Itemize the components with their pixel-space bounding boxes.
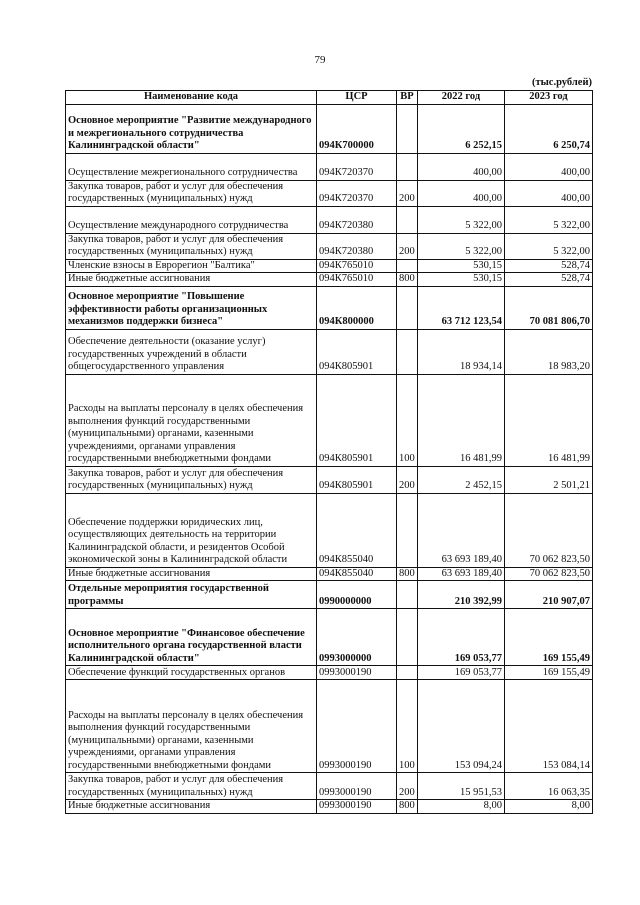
cell-csr: 0993000190 — [317, 773, 397, 800]
cell-csr: 0993000190 — [317, 666, 397, 680]
cell-csr: 094К765010 — [317, 259, 397, 273]
cell-vr: 800 — [397, 567, 418, 581]
cell-2022: 153 094,24 — [418, 680, 505, 773]
cell-vr — [397, 609, 418, 666]
cell-name: Закупка товаров, работ и услуг для обеспечения государственных (муниципальных) нужд — [66, 180, 317, 206]
cell-name: Обеспечение поддержки юридических лиц, осуществляющих деятельность на территории Калининградской области, и резидентов Особой экономической зоны в Калининградской области — [66, 493, 317, 567]
cell-name: Обеспечение функций государственных органов — [66, 666, 317, 680]
cell-name: Основное мероприятие "Развитие международного и межрегионального сотрудничества Калининградской области" — [66, 104, 317, 153]
cell-csr: 0993000190 — [317, 800, 397, 814]
cell-csr: 094К805901 — [317, 374, 397, 466]
cell-name: Закупка товаров, работ и услуг для обеспечения государственных (муниципальных) нужд — [66, 233, 317, 259]
cell-csr: 094К855040 — [317, 493, 397, 567]
cell-2022: 5 322,00 — [418, 206, 505, 233]
cell-2023: 6 250,74 — [505, 104, 593, 153]
cell-2023: 70 081 806,70 — [505, 286, 593, 329]
header-name: Наименование кода — [66, 91, 317, 105]
cell-2022: 2 452,15 — [418, 466, 505, 493]
cell-csr: 094К805901 — [317, 329, 397, 374]
cell-2023: 16 481,99 — [505, 374, 593, 466]
header-csr: ЦСР — [317, 91, 397, 105]
cell-2022: 63 693 189,40 — [418, 493, 505, 567]
cell-vr: 800 — [397, 273, 418, 287]
cell-2023: 169 155,49 — [505, 666, 593, 680]
cell-2023: 5 322,00 — [505, 233, 593, 259]
cell-vr: 200 — [397, 773, 418, 800]
cell-2023: 169 155,49 — [505, 609, 593, 666]
cell-vr — [397, 581, 418, 609]
cell-vr — [397, 259, 418, 273]
table-row — [66, 466, 593, 493]
units-label: (тыс.рублей) — [531, 77, 592, 88]
cell-name: Иные бюджетные ассигнования — [66, 800, 317, 814]
cell-name: Обеспечение деятельности (оказание услуг) государственных учреждений в области общегосударственного управления — [66, 329, 317, 374]
cell-2023: 153 084,14 — [505, 680, 593, 773]
cell-2023: 5 322,00 — [505, 206, 593, 233]
table-row — [66, 273, 593, 287]
cell-vr — [397, 286, 418, 329]
cell-csr: 0990000000 — [317, 581, 397, 609]
table-row — [66, 374, 593, 466]
cell-name: Расходы на выплаты персоналу в целях обеспечения выполнения функций государственными (муниципальными) органами, казенными учреждениями, органами управления государственными внебюджетными фондами — [66, 680, 317, 773]
cell-csr: 094К765010 — [317, 273, 397, 287]
cell-name: Закупка товаров, работ и услуг для обеспечения государственных (муниципальных) нужд — [66, 773, 317, 800]
cell-2022: 6 252,15 — [418, 104, 505, 153]
table-row — [66, 286, 593, 329]
table-body — [66, 104, 593, 813]
table-header-row — [66, 91, 593, 105]
cell-name: Основное мероприятие "Повышение эффективности работы организационных механизмов поддержки бизнеса" — [66, 286, 317, 329]
table-row — [66, 180, 593, 206]
cell-vr: 100 — [397, 374, 418, 466]
cell-2022: 5 322,00 — [418, 233, 505, 259]
cell-2023: 70 062 823,50 — [505, 493, 593, 567]
cell-csr: 0993000190 — [317, 680, 397, 773]
cell-vr: 100 — [397, 680, 418, 773]
cell-vr — [397, 104, 418, 153]
cell-vr — [397, 666, 418, 680]
table-row — [66, 581, 593, 609]
page-number: 79 — [314, 54, 326, 66]
header-2022: 2022 год — [418, 91, 505, 105]
cell-2023: 16 063,35 — [505, 773, 593, 800]
table-row — [66, 609, 593, 666]
cell-vr — [397, 493, 418, 567]
cell-name: Членские взносы в Еврорегион "Балтика" — [66, 259, 317, 273]
cell-csr: 094К800000 — [317, 286, 397, 329]
cell-2023: 18 983,20 — [505, 329, 593, 374]
header-2023: 2023 год — [505, 91, 593, 105]
table-row — [66, 259, 593, 273]
cell-2022: 169 053,77 — [418, 609, 505, 666]
cell-csr: 094К720380 — [317, 233, 397, 259]
cell-2023: 528,74 — [505, 273, 593, 287]
cell-csr: 094К720370 — [317, 180, 397, 206]
cell-2022: 18 934,14 — [418, 329, 505, 374]
cell-2023: 210 907,07 — [505, 581, 593, 609]
cell-name: Закупка товаров, работ и услуг для обеспечения государственных (муниципальных) нужд — [66, 466, 317, 493]
cell-2023: 70 062 823,50 — [505, 567, 593, 581]
cell-vr: 200 — [397, 466, 418, 493]
cell-2022: 16 481,99 — [418, 374, 505, 466]
cell-2022: 530,15 — [418, 259, 505, 273]
cell-name: Основное мероприятие "Финансовое обеспечение исполнительного органа государственной власти Калининградской области" — [66, 609, 317, 666]
cell-vr — [397, 153, 418, 180]
cell-2023: 2 501,21 — [505, 466, 593, 493]
cell-name: Осуществление международного сотрудничества — [66, 206, 317, 233]
cell-2023: 400,00 — [505, 153, 593, 180]
cell-csr: 094К700000 — [317, 104, 397, 153]
cell-csr: 094К855040 — [317, 567, 397, 581]
cell-vr: 800 — [397, 800, 418, 814]
cell-name: Иные бюджетные ассигнования — [66, 273, 317, 287]
cell-2022: 400,00 — [418, 153, 505, 180]
table-row — [66, 773, 593, 800]
cell-name: Отдельные мероприятия государственной программы — [66, 581, 317, 609]
cell-csr: 094К720370 — [317, 153, 397, 180]
cell-2023: 528,74 — [505, 259, 593, 273]
cell-2022: 63 712 123,54 — [418, 286, 505, 329]
cell-2022: 15 951,53 — [418, 773, 505, 800]
cell-2022: 400,00 — [418, 180, 505, 206]
budget-table — [65, 90, 593, 814]
header-vr: ВР — [397, 91, 418, 105]
cell-csr: 0993000000 — [317, 609, 397, 666]
table-row — [66, 567, 593, 581]
cell-2022: 8,00 — [418, 800, 505, 814]
cell-vr — [397, 206, 418, 233]
table-row — [66, 233, 593, 259]
table-row — [66, 493, 593, 567]
table-row — [66, 666, 593, 680]
cell-csr: 094К805901 — [317, 466, 397, 493]
table-row — [66, 680, 593, 773]
table-row — [66, 153, 593, 180]
cell-2022: 63 693 189,40 — [418, 567, 505, 581]
cell-2022: 210 392,99 — [418, 581, 505, 609]
cell-csr: 094К720380 — [317, 206, 397, 233]
cell-name: Осуществление межрегионального сотрудничества — [66, 153, 317, 180]
cell-2022: 530,15 — [418, 273, 505, 287]
table-row — [66, 206, 593, 233]
table-row — [66, 104, 593, 153]
cell-vr: 200 — [397, 180, 418, 206]
cell-name: Иные бюджетные ассигнования — [66, 567, 317, 581]
cell-2022: 169 053,77 — [418, 666, 505, 680]
table-row — [66, 329, 593, 374]
cell-2023: 400,00 — [505, 180, 593, 206]
cell-vr: 200 — [397, 233, 418, 259]
table-row — [66, 800, 593, 814]
cell-name: Расходы на выплаты персоналу в целях обеспечения выполнения функций государственными (муниципальными) органами, казенными учреждениями, органами управления государственными внебюджетными фондами — [66, 374, 317, 466]
cell-vr — [397, 329, 418, 374]
cell-2023: 8,00 — [505, 800, 593, 814]
